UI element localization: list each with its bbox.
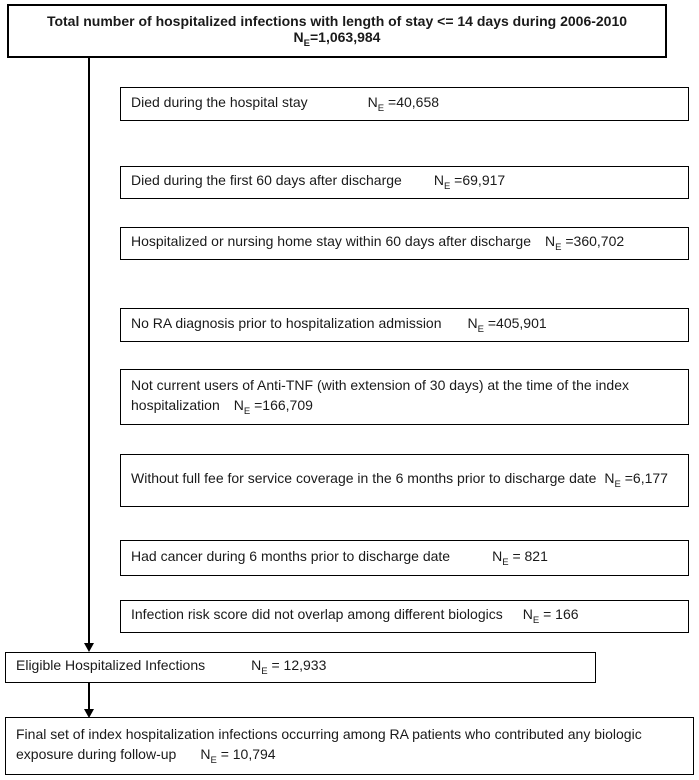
total-cohort-label: Total number of hospitalized infections with length of stay <= 14 days during 2006-2010 bbox=[46, 13, 628, 30]
n-base: N bbox=[522, 606, 533, 623]
n-count bbox=[467, 314, 547, 335]
exclusion-label: Infection risk score did not overlap among different biologics bbox=[131, 606, 503, 623]
spacer bbox=[308, 106, 368, 107]
n-count bbox=[367, 93, 440, 114]
flow-box-total-cohort bbox=[7, 4, 667, 58]
n-count bbox=[544, 233, 625, 254]
n-value: = 12,933 bbox=[267, 657, 327, 674]
n-value: =40,658 bbox=[384, 93, 440, 110]
n-sub: E bbox=[614, 479, 621, 491]
spacer bbox=[402, 184, 434, 185]
n-sub: E bbox=[477, 323, 484, 335]
eligible-label: Eligible Hospitalized Infections bbox=[16, 657, 206, 674]
n-base: N bbox=[293, 29, 304, 46]
n-value: =6,177 bbox=[620, 470, 668, 487]
flow-box-no-full-fee-coverage bbox=[120, 454, 689, 507]
n-value: =405,901 bbox=[483, 314, 547, 331]
n-value: =166,709 bbox=[250, 396, 313, 413]
n-count bbox=[433, 172, 506, 193]
final-label: Final set of index hospitalization infections occurring among RA patients who contributed any biologic exposure during follow-up bbox=[16, 726, 642, 762]
n-sub: E bbox=[555, 242, 562, 254]
n-base: N bbox=[544, 233, 556, 250]
spacer bbox=[450, 560, 492, 561]
spacer bbox=[220, 409, 234, 410]
n-base: N bbox=[467, 314, 478, 331]
exclusion-label: Died during the hospital stay bbox=[131, 93, 308, 110]
n-base: N bbox=[604, 470, 615, 487]
spacer bbox=[205, 669, 251, 670]
n-count bbox=[492, 547, 548, 568]
flow-box-not-anti-tnf-users bbox=[120, 369, 689, 425]
spacer bbox=[503, 618, 523, 619]
n-base: N bbox=[233, 396, 244, 413]
n-value: = 166 bbox=[539, 606, 579, 623]
n-sub: E bbox=[377, 102, 385, 114]
flow-box-no-ra-diagnosis bbox=[120, 308, 689, 342]
n-count bbox=[251, 657, 327, 678]
n-value: = 10,794 bbox=[216, 745, 276, 762]
n-sub: E bbox=[532, 615, 540, 627]
exclusion-label: Died during the first 60 days after discharge bbox=[131, 172, 402, 189]
flow-box-eligible-infections bbox=[5, 652, 596, 683]
main-connector-line bbox=[88, 58, 90, 644]
flow-box-died-hospital-stay bbox=[120, 87, 689, 121]
n-base: N bbox=[251, 657, 262, 674]
n-sub: E bbox=[243, 405, 251, 417]
exclusion-label: No RA diagnosis prior to hospitalization admission bbox=[131, 314, 442, 331]
n-sub: E bbox=[303, 37, 310, 49]
n-sub: E bbox=[210, 754, 217, 766]
n-count bbox=[233, 396, 313, 417]
spacer bbox=[531, 245, 545, 246]
n-sub: E bbox=[443, 181, 451, 193]
down-arrow-icon bbox=[84, 643, 94, 652]
exclusion-label: Hospitalized or nursing home stay within 60 days after discharge bbox=[131, 233, 531, 250]
flow-box-nursing-home bbox=[120, 227, 689, 260]
n-count bbox=[522, 606, 579, 627]
n-value: =360,702 bbox=[561, 233, 625, 250]
exclusion-label: Not current users of Anti-TNF (with extension of 30 days) at the time of the index hospitalization bbox=[131, 377, 630, 413]
final-connector-line bbox=[88, 683, 90, 710]
n-count bbox=[200, 745, 276, 766]
n-value: = 821 bbox=[508, 547, 548, 564]
n-base: N bbox=[492, 547, 503, 564]
n-base: N bbox=[367, 93, 378, 110]
exclusion-label: Had cancer during 6 months prior to discharge date bbox=[131, 547, 451, 564]
n-sub: E bbox=[502, 556, 509, 568]
n-value: =1,063,984 bbox=[310, 29, 381, 46]
n-count bbox=[604, 470, 668, 491]
flow-box-risk-score-no-overlap bbox=[120, 600, 689, 633]
total-cohort-count bbox=[294, 29, 381, 49]
n-base: N bbox=[433, 172, 444, 189]
n-base: N bbox=[200, 745, 211, 762]
spacer bbox=[442, 327, 468, 328]
spacer bbox=[176, 758, 200, 759]
flow-box-died-60-days bbox=[120, 166, 689, 199]
flow-box-had-cancer bbox=[120, 540, 689, 576]
flow-box-final-set bbox=[5, 717, 694, 775]
n-value: =69,917 bbox=[450, 172, 506, 189]
exclusion-label: Without full fee for service coverage in the 6 months prior to discharge date bbox=[131, 470, 597, 487]
n-sub: E bbox=[261, 666, 268, 678]
